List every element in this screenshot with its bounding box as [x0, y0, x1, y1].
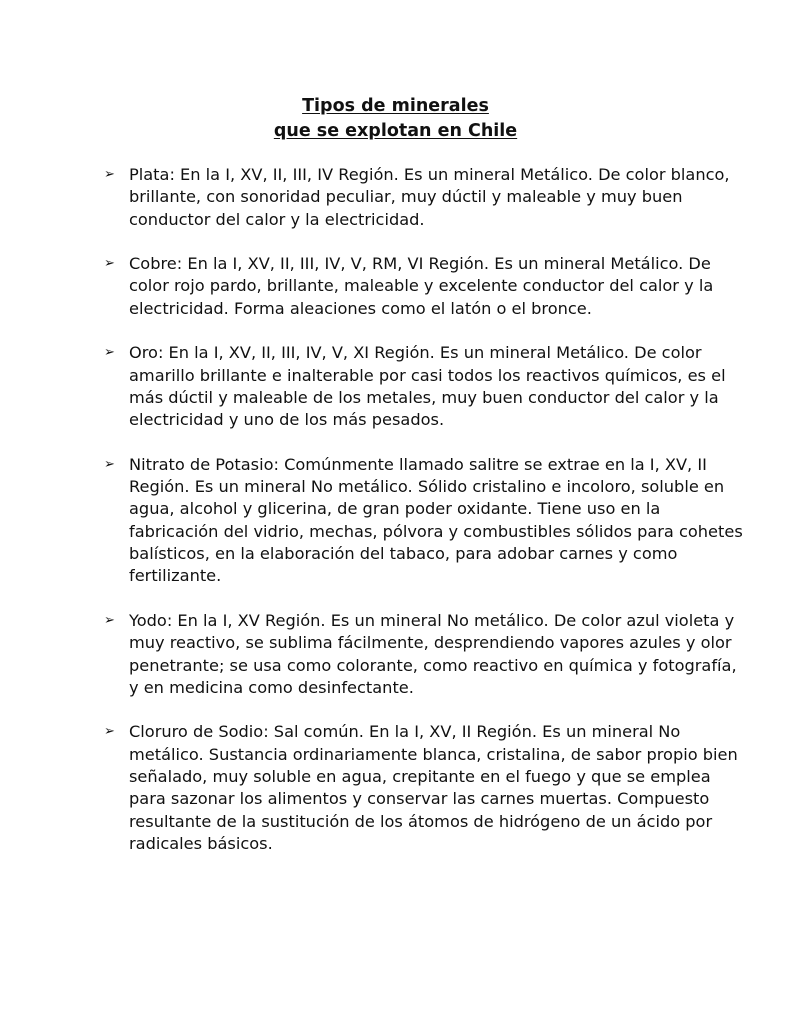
arrowhead-bullet-icon: ➢: [104, 167, 115, 182]
arrowhead-bullet-icon: ➢: [104, 724, 115, 740]
title-line-2: que se explotan en Chile: [273, 121, 518, 141]
title-line-1: Tipos de minerales: [302, 96, 489, 116]
list-item-text: Cobre: En la I, XV, II, III, IV, V, RM, VI Región. Es un mineral Metálico. De color rojo pardo, brillante, maleable y excelente conductor del calor y la electricidad. Forma aleaciones como el latón o el bronce.: [129, 254, 714, 318]
arrowhead-bullet-icon: ➢: [104, 345, 115, 361]
list-item-text: Plata: En la I, XV, II, III, IV Región. Es un mineral Metálico. De color blanco, brillante, con sonoridad peculiar, muy dúctil y maleable y muy buen conductor del calor y la electricidad.: [129, 165, 730, 229]
list-item-yodo: [104, 610, 744, 699]
arrowhead-bullet-icon: ➢: [104, 456, 115, 472]
list-item-text: Cloruro de Sodio: Sal común. En la I, XV, II Región. Es un mineral No metálico. Sustancia ordinariamente blanca, cristalina, de sabor propio bien señalado, muy soluble en agua, crepitante en el fuego y que se emplea para sazonar los alimentos y conservar las carnes muertas. Compuesto resultante de la sustitución de los átomos de hidrógeno de un ácido por radicales básicos.: [129, 722, 738, 853]
arrowhead-bullet-icon: ➢: [104, 256, 115, 272]
list-item-nitrato-de-potasio: [104, 454, 744, 588]
list-item-cobre: [104, 253, 744, 320]
list-item-text: Nitrato de Potasio: Comúnmente llamado salitre se extrae en la I, XV, II Región. Es un mineral No metálico. Sólido cristalino e incoloro, soluble en agua, alcohol y glicerina, de gran poder oxidante. Tiene uso en la fabricación del vidrio, mechas, pólvora y combustibles sólidos para cohetes balísticos, en la elaboración del tabaco, para adobar carnes y como fertilizante.: [129, 454, 743, 586]
minerals-list: [104, 164, 744, 878]
list-item-text: Oro: En la I, XV, II, III, IV, V, XI Región. Es un mineral Metálico. De color amarillo brillante e inalterable por casi todos los reactivos químicos, es el más dúctil y maleable de los metales, muy buen conductor del calor y la electricidad y uno de los más pesados.: [129, 343, 726, 430]
list-item-text: Yodo: En la I, XV Región. Es un mineral No metálico. De color azul violeta y muy reactivo, se sublima fácilmente, desprendiendo vapores azules y olor penetrante; se usa como colorante, como reactivo en química y fotografía, y en medicina como desinfectante.: [129, 610, 737, 697]
document-title: [0, 94, 791, 144]
list-item-plata: [104, 164, 744, 231]
list-item-cloruro-de-sodio: [104, 721, 744, 855]
arrowhead-bullet-icon: ➢: [104, 612, 115, 628]
list-item-oro: [104, 342, 744, 431]
